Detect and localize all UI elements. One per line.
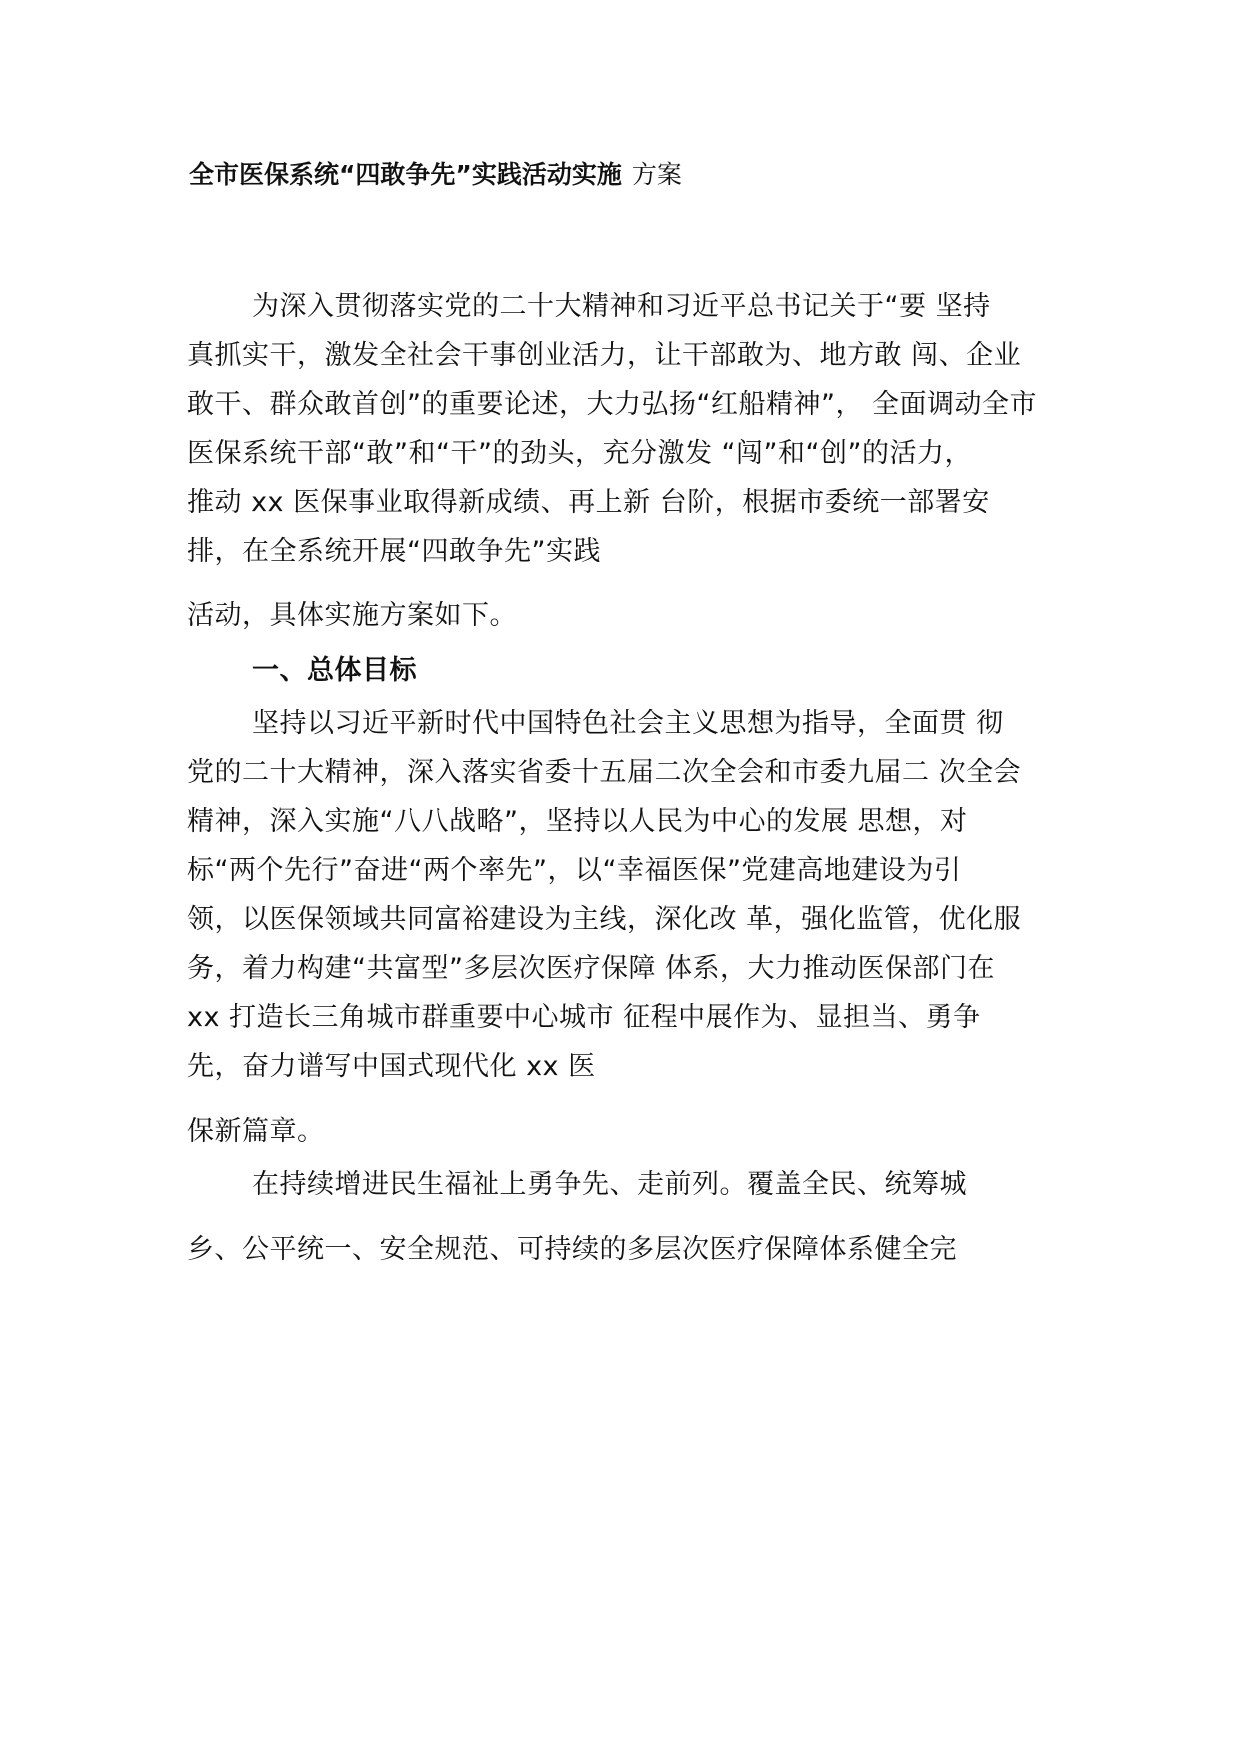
paragraph-line: 先，奋力谱写中国式现代化 xx 医	[187, 1051, 596, 1082]
title-bold-part: 全市医保系统“四敢争先”实践活动实施	[189, 160, 622, 189]
paragraph-line: 活动，具体实施方案如下。	[187, 600, 517, 631]
paragraph-line: 党的二十大精神，深入落实省委十五届二次全会和市委九届二 次全会	[187, 757, 1022, 788]
paragraph-line: 为深入贯彻落实党的二十大精神和习近平总书记关于“要 坚持	[252, 291, 991, 322]
title-normal-part: 方案	[631, 160, 682, 189]
paragraph-line: 推动 xx 医保事业取得新成绩、再上新 台阶，根据市委统一部署安	[187, 487, 990, 518]
paragraph-line: 真抓实干，激发全社会干事创业活力，让干部敢为、地方敢 闯、企业	[187, 340, 1022, 371]
paragraph-line: 在持续增进民生福祉上勇争先、走前列。覆盖全民、统筹城	[252, 1169, 967, 1200]
paragraph-line: 精神，深入实施“八八战略”，坚持以人民为中心的发展 思想，对	[187, 806, 968, 837]
paragraph-line: 标“两个先行”奋进“两个率先”，以“幸福医保”党建高地建设为引	[187, 855, 962, 886]
paragraph-line: 医保系统干部“敢”和“干”的劲头，充分激发 “闯”和“创”的活力，	[187, 438, 972, 469]
paragraph-line: 乡、公平统一、安全规范、可持续的多层次医疗保障体系健全完	[187, 1234, 957, 1265]
paragraph-line: 坚持以习近平新时代中国特色社会主义思想为指导，全面贯 彻	[252, 708, 1004, 739]
paragraph-line: 务，着力构建“共富型”多层次医疗保障 体系，大力推动医保部门在	[187, 953, 996, 984]
document-title	[189, 157, 1109, 193]
paragraph-line: 敢干、群众敢首创”的重要论述，大力弘扬“红船精神”， 全面调动全市	[187, 389, 1038, 420]
paragraph-line: xx 打造长三角城市群重要中心城市 征程中展作为、显担当、勇争	[187, 1002, 981, 1033]
paragraph-line: 领，以医保领域共同富裕建设为主线，深化改 革，强化监管，优化服	[187, 904, 1022, 935]
paragraph-line: 保新篇章。	[187, 1116, 325, 1147]
section-heading: 一、总体目标	[252, 655, 417, 686]
paragraph-line: 排，在全系统开展“四敢争先”实践	[187, 536, 601, 567]
